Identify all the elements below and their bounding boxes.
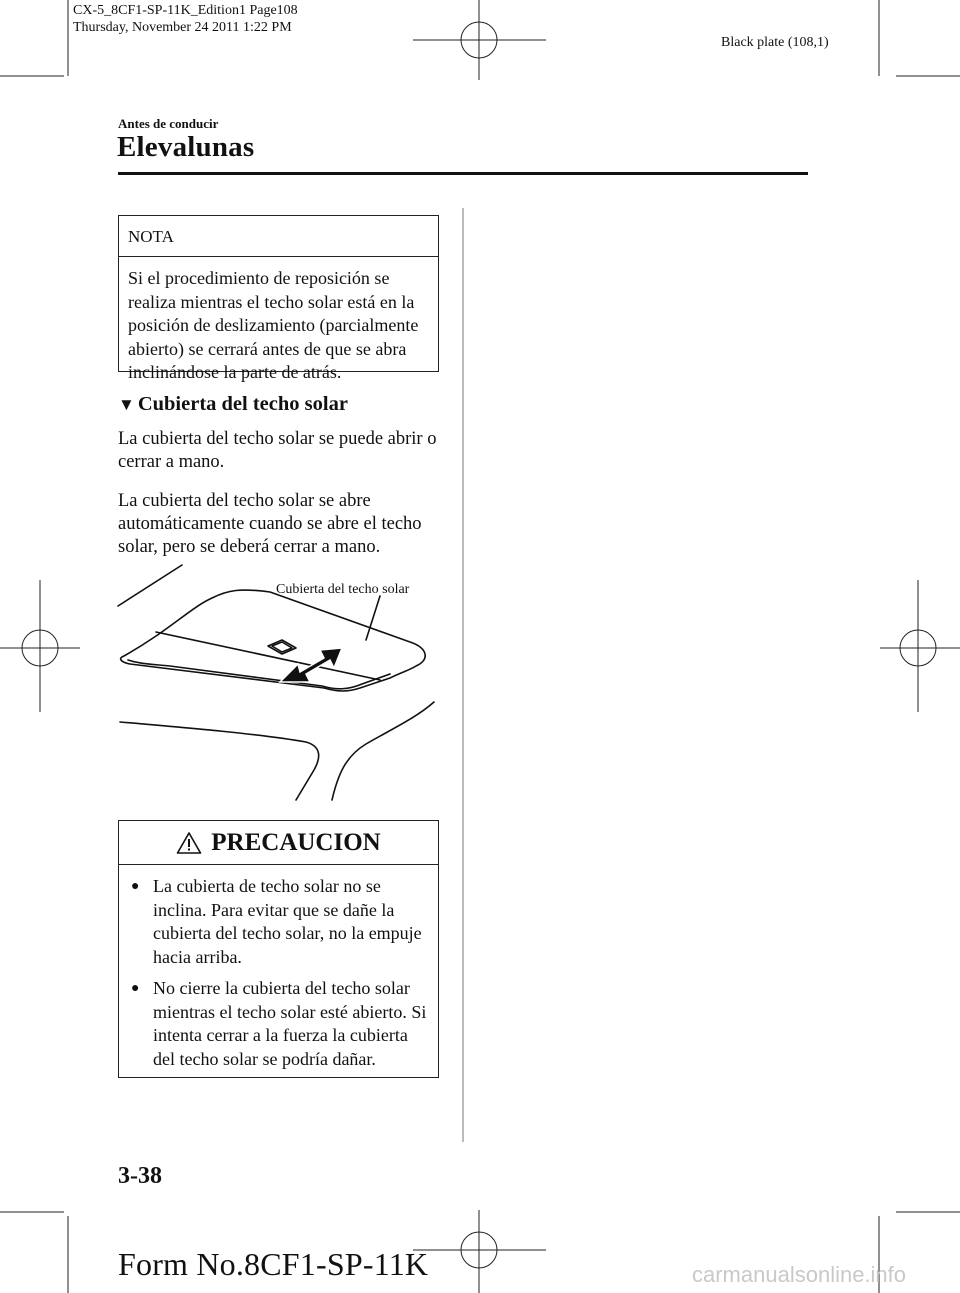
print-file-line: CX-5_8CF1-SP-11K_Edition1 Page108 (73, 3, 298, 18)
caution-box (118, 820, 439, 1078)
caution-heading: PRECAUCION (211, 828, 381, 856)
sunroof-cover-illustration (110, 560, 450, 810)
page-title: Elevalunas (117, 131, 255, 163)
black-plate-label: Black plate (108,1) (721, 35, 829, 50)
note-text: Si el procedimiento de reposición se realiza mientras el techo solar está en la posición de deslizamiento (parcialmente abierto) se cerrará antes de que se abra inclinándose la parte de atrás. (128, 268, 419, 382)
bullet-icon: ● (131, 879, 140, 894)
title-rule (118, 172, 808, 175)
form-number: Form No.8CF1-SP-11K (118, 1246, 429, 1282)
caution-item (127, 977, 430, 1071)
bullet-icon: ● (131, 981, 140, 996)
warning-triangle-icon (176, 831, 202, 855)
print-date-line: Thursday, November 24 2011 1:22 PM (73, 20, 292, 35)
subsection-heading-text: Cubierta del techo solar (137, 393, 348, 415)
watermark: carmanualsonline.info (692, 1262, 907, 1287)
note-box (118, 215, 439, 382)
caution-item (127, 875, 430, 969)
caution-item-text: La cubierta de techo solar no se inclina. Para evitar que se dañe la cubierta del techo solar, no la empuje hacia arriba. (153, 876, 422, 967)
page-number: 3-38 (118, 1163, 162, 1189)
section-label: Antes de conducir (118, 116, 219, 131)
triangle-marker-icon: ▼ (118, 394, 135, 414)
illustration-callout: Cubierta del techo solar (276, 582, 410, 597)
note-heading: NOTA (119, 216, 438, 257)
subsection-heading (118, 393, 348, 416)
paragraph: La cubierta del techo solar se abre automáticamente cuando se abre el techo solar, pero se deberá cerrar a mano. (118, 491, 422, 557)
paragraph: La cubierta del techo solar se puede abrir o cerrar a mano. (118, 429, 437, 472)
caution-item-text: No cierre la cubierta del techo solar mientras el techo solar esté abierto. Si intenta cerrar a la fuerza la cubierta del techo solar se podría dañar. (153, 978, 427, 1069)
caution-header (119, 821, 438, 865)
